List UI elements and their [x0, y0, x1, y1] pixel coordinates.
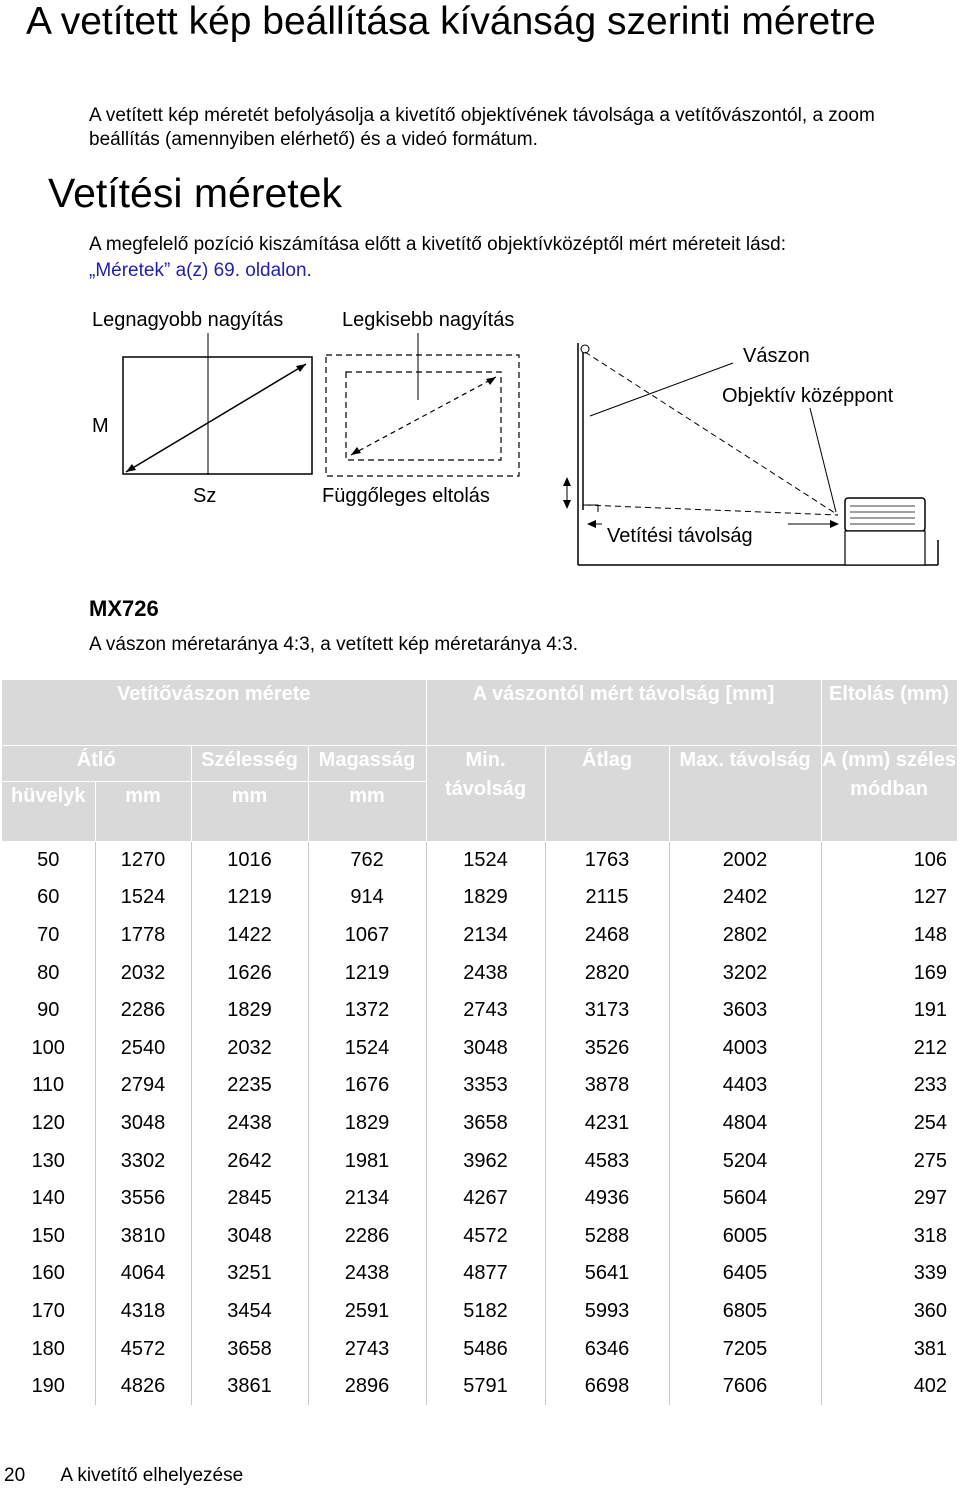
table-cell: 2743	[426, 992, 545, 1030]
table-cell: 2402	[669, 879, 821, 917]
table-cell: 5641	[545, 1255, 669, 1293]
table-cell: 2438	[308, 1255, 426, 1293]
section-title: Vetítési méretek	[48, 170, 342, 216]
table-cell: 191	[913, 999, 948, 1022]
screen-size-header: Vetítővászon mérete	[2, 680, 426, 745]
average-header: Átlag	[545, 745, 669, 841]
table-cell: 3861	[191, 1368, 308, 1406]
table-cell: 1422	[191, 917, 308, 955]
screen-top-knob	[581, 345, 589, 353]
table-cell: 2743	[308, 1330, 426, 1368]
table-cell: 2591	[308, 1293, 426, 1331]
shift-arrow-up	[563, 477, 571, 486]
table-cell: 275	[913, 1149, 948, 1172]
table-cell: 120	[2, 1105, 95, 1143]
table-cell: 3556	[95, 1180, 191, 1218]
offset-header: A (mm) széles módban	[821, 745, 957, 841]
projection-diagram	[0, 290, 960, 580]
table-cell: 2540	[95, 1029, 191, 1067]
table-cell: 80	[2, 954, 95, 992]
table-cell: 1981	[308, 1142, 426, 1180]
table-cell: 190	[2, 1368, 95, 1406]
table-cell: 90	[2, 992, 95, 1030]
table-cell: 3810	[95, 1217, 191, 1255]
lens-leader	[810, 408, 836, 512]
table-cell: 4318	[95, 1293, 191, 1331]
table-cell: 3048	[426, 1029, 545, 1067]
table-cell: 2286	[308, 1217, 426, 1255]
table-cell: 7205	[669, 1330, 821, 1368]
inch-header: hüvelyk	[2, 781, 95, 841]
distance-group-header: A vászontól mért távolság [mm]	[426, 680, 821, 745]
table-cell: 3603	[669, 992, 821, 1030]
table-cell: 1676	[308, 1067, 426, 1105]
table-cell: 180	[2, 1330, 95, 1368]
table-cell: 6346	[545, 1330, 669, 1368]
table-cell: 2115	[545, 879, 669, 917]
table-cell: 2896	[308, 1368, 426, 1406]
table-cell: 1524	[95, 879, 191, 917]
table-cell: 1067	[308, 917, 426, 955]
table-cell: 762	[308, 841, 426, 879]
table-cell: 2134	[426, 917, 545, 955]
max-distance-header: Max. távolság	[669, 745, 821, 841]
table-cell: 381	[913, 1337, 948, 1360]
table-cell: 5993	[545, 1293, 669, 1331]
dimensions-link[interactable]: „Méretek” a(z) 69. oldalon.	[89, 260, 312, 281]
table-cell: 1016	[191, 841, 308, 879]
table-cell: 5604	[669, 1180, 821, 1218]
table-cell: 1524	[426, 841, 545, 879]
table-cell: 1372	[308, 992, 426, 1030]
table-cell: 5204	[669, 1142, 821, 1180]
table-cell: 5791	[426, 1368, 545, 1406]
table-cell: 2820	[545, 954, 669, 992]
min-zoom-outer-rect	[326, 355, 519, 476]
table-cell: 1626	[191, 954, 308, 992]
table-cell: 4572	[95, 1330, 191, 1368]
table-cell: 360	[913, 1299, 948, 1322]
intro-paragraph: A vetített kép méretét befolyásolja a kivetítő objektívének távolsága a vetítővászontól, a zoom beállítás (amennyiben elérhető) és a videó formátum.	[89, 105, 875, 150]
width-label: Sz	[193, 485, 217, 507]
table-row	[2, 917, 957, 955]
table-cell: 2642	[191, 1142, 308, 1180]
table-cell: 4583	[545, 1142, 669, 1180]
reference-text: A megfelelő pozíció kiszámítása előtt a kivetítő objektívközéptől mért méreteit lásd:	[89, 234, 786, 255]
table-cell: 1270	[95, 841, 191, 879]
table-cell: 5288	[545, 1217, 669, 1255]
table-cell: 5486	[426, 1330, 545, 1368]
table-cell: 3454	[191, 1293, 308, 1331]
lens-center-label: Objektív középpont	[722, 385, 894, 407]
diag-mm-header: mm	[95, 781, 191, 841]
table-cell: 169	[913, 961, 948, 984]
distance-arrow-left	[587, 520, 596, 528]
table-cell: 4064	[95, 1255, 191, 1293]
min-image-diagonal	[351, 377, 496, 455]
table-row	[2, 1217, 957, 1255]
distance-arrow-right	[830, 520, 839, 528]
diagonal-header: Átló	[2, 745, 191, 781]
table-row	[2, 1330, 957, 1368]
table-cell: 4804	[669, 1105, 821, 1143]
table-cell: 130	[2, 1142, 95, 1180]
min-arrowhead-top	[486, 377, 496, 385]
table-cell: 2002	[669, 841, 821, 879]
beam-bottom	[585, 505, 838, 515]
table-cell: 3048	[95, 1105, 191, 1143]
table-row	[2, 1105, 957, 1143]
table-cell: 127	[913, 886, 948, 909]
page-footer	[4, 1465, 243, 1487]
table-cell: 318	[913, 1224, 948, 1247]
height-label: M	[92, 415, 109, 437]
table-cell: 3202	[669, 954, 821, 992]
table-row	[2, 954, 957, 992]
distance-label: Vetítési távolság	[607, 525, 753, 547]
max-arrowhead-top	[296, 364, 306, 372]
table-cell: 2794	[95, 1067, 191, 1105]
table-cell: 110	[2, 1067, 95, 1105]
table-row	[2, 1142, 957, 1180]
table-cell: 1524	[308, 1029, 426, 1067]
table-cell: 1829	[191, 992, 308, 1030]
table-cell: 1829	[426, 879, 545, 917]
table-cell: 148	[913, 923, 948, 946]
table-cell: 6698	[545, 1368, 669, 1406]
table-cell: 6805	[669, 1293, 821, 1331]
table-row	[2, 1293, 957, 1331]
table-cell: 100	[2, 1029, 95, 1067]
aspect-ratio-note: A vászon méretaránya 4:3, a vetített kép méretaránya 4:3.	[89, 634, 578, 655]
table-cell: 1763	[545, 841, 669, 879]
height-mm-header: mm	[308, 781, 426, 841]
table-cell: 2235	[191, 1067, 308, 1105]
width-header: Szélesség	[191, 745, 308, 781]
table-cell: 3302	[95, 1142, 191, 1180]
table-cell: 2032	[95, 954, 191, 992]
table-cell: 160	[2, 1255, 95, 1293]
table-body	[2, 841, 957, 1405]
table-cell: 6405	[669, 1255, 821, 1293]
table-cell: 4936	[545, 1180, 669, 1218]
table-cell: 1829	[308, 1105, 426, 1143]
table-cell: 6005	[669, 1217, 821, 1255]
table-cell: 3353	[426, 1067, 545, 1105]
table-row	[2, 1255, 957, 1293]
table-row	[2, 841, 957, 879]
table-cell: 2438	[426, 954, 545, 992]
table-cell: 297	[913, 1187, 948, 1210]
shift-arrow-down	[563, 500, 571, 509]
table-cell: 4572	[426, 1217, 545, 1255]
min-arrowhead-bottom	[351, 447, 361, 455]
table-cell: 2438	[191, 1105, 308, 1143]
table-row	[2, 1368, 957, 1406]
offset-group-header: Eltolás (mm)	[821, 680, 957, 745]
table-cell: 3048	[191, 1217, 308, 1255]
table-row	[2, 1067, 957, 1105]
max-arrowhead-bottom	[126, 464, 136, 472]
table-cell: 233	[913, 1074, 948, 1097]
table-cell: 339	[913, 1262, 948, 1285]
table-cell: 914	[308, 879, 426, 917]
beam-top	[585, 352, 838, 515]
chapter-title: A kivetítő elhelyezése	[60, 1465, 244, 1486]
offset-bracket	[583, 505, 598, 512]
table-cell: 150	[2, 1217, 95, 1255]
table-row	[2, 879, 957, 917]
table-cell: 3658	[426, 1105, 545, 1143]
table-cell: 2845	[191, 1180, 308, 1218]
table-cell: 254	[913, 1111, 948, 1134]
table-cell: 170	[2, 1293, 95, 1331]
table-cell: 2468	[545, 917, 669, 955]
table-cell: 1219	[191, 879, 308, 917]
model-name: MX726	[89, 596, 159, 621]
table-cell: 2032	[191, 1029, 308, 1067]
table-cell: 106	[913, 848, 948, 871]
table-row	[2, 1029, 957, 1067]
reference-paragraph	[89, 232, 959, 284]
min-distance-header: Min. távolság	[426, 745, 545, 841]
table-cell: 4403	[669, 1067, 821, 1105]
max-image-diagonal	[126, 364, 306, 472]
height-header: Magasság	[308, 745, 426, 781]
max-zoom-label: Legnagyobb nagyítás	[92, 309, 284, 331]
table-cell: 140	[2, 1180, 95, 1218]
table-cell: 2802	[669, 917, 821, 955]
table-cell: 3878	[545, 1067, 669, 1105]
table-cell: 1219	[308, 954, 426, 992]
table-cell: 7606	[669, 1368, 821, 1406]
screen-label: Vászon	[743, 345, 810, 367]
page-number: 20	[4, 1465, 26, 1486]
page-title: A vetített kép beállítása kívánság szerinti méretre	[26, 0, 876, 43]
table-cell: 2286	[95, 992, 191, 1030]
table-cell: 3962	[426, 1142, 545, 1180]
table-cell: 60	[2, 879, 95, 917]
table-row	[2, 1180, 957, 1218]
vertical-shift-label: Függőleges eltolás	[322, 485, 490, 507]
width-mm-header: mm	[191, 781, 308, 841]
table-cell: 1778	[95, 917, 191, 955]
projection-size-table	[2, 680, 958, 1405]
table-cell: 3173	[545, 992, 669, 1030]
table-cell: 4231	[545, 1105, 669, 1143]
projector-icon	[845, 498, 925, 565]
table-cell: 50	[2, 841, 95, 879]
table-cell: 212	[913, 1036, 948, 1059]
table-cell: 402	[913, 1375, 948, 1398]
table-cell: 4003	[669, 1029, 821, 1067]
min-zoom-label: Legkisebb nagyítás	[342, 309, 515, 331]
table-cell: 5182	[426, 1293, 545, 1331]
screen-leader	[590, 363, 733, 416]
table-row	[2, 992, 957, 1030]
table-cell: 3526	[545, 1029, 669, 1067]
table-cell: 70	[2, 917, 95, 955]
table-cell: 3658	[191, 1330, 308, 1368]
table-cell: 4877	[426, 1255, 545, 1293]
table-cell: 4826	[95, 1368, 191, 1406]
table-cell: 4267	[426, 1180, 545, 1218]
table-cell: 2134	[308, 1180, 426, 1218]
table-cell: 3251	[191, 1255, 308, 1293]
